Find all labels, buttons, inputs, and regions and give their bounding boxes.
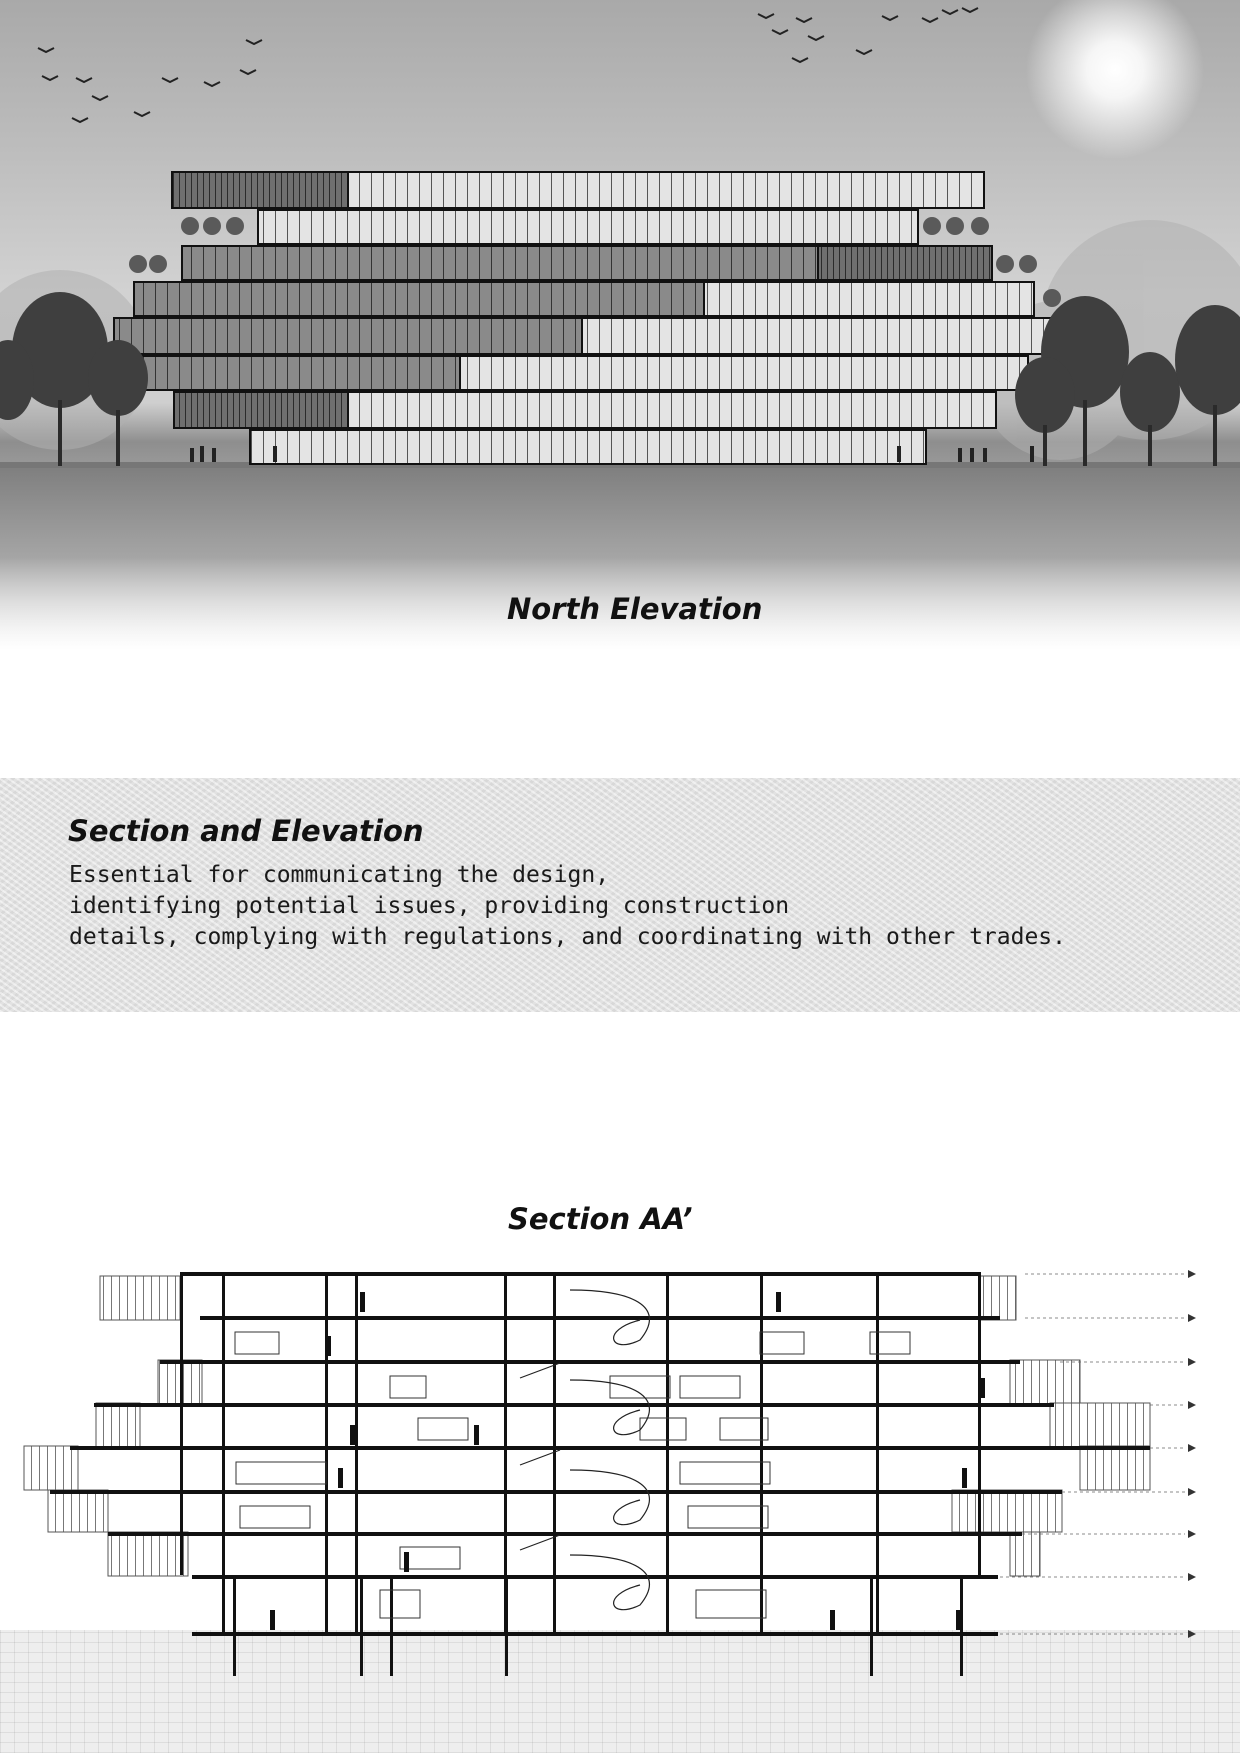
description-line: Essential for communicating the design, bbox=[69, 862, 610, 888]
description-line: details, complying with regulations, and coordinating with other trades. bbox=[69, 924, 1066, 950]
section-caption: Section AA’ bbox=[508, 1202, 693, 1236]
building-facade bbox=[114, 172, 1056, 464]
north-elevation-caption: North Elevation bbox=[507, 592, 763, 626]
structural-columns bbox=[180, 1272, 981, 1676]
description-panel bbox=[0, 778, 1240, 1012]
level-triangles bbox=[1188, 1270, 1196, 1638]
north-elevation-render bbox=[0, 0, 1240, 650]
floor-slabs bbox=[50, 1272, 1150, 1636]
panel-heading: Section and Elevation bbox=[68, 814, 424, 848]
elevation-drawing bbox=[0, 0, 1240, 650]
description-line: identifying potential issues, providing construction bbox=[69, 893, 790, 919]
right-cantilevers bbox=[952, 1276, 1150, 1576]
section-drawing bbox=[0, 1260, 1240, 1680]
panel-description bbox=[69, 860, 1189, 953]
birds bbox=[38, 8, 978, 122]
left-cantilevers bbox=[24, 1276, 202, 1576]
